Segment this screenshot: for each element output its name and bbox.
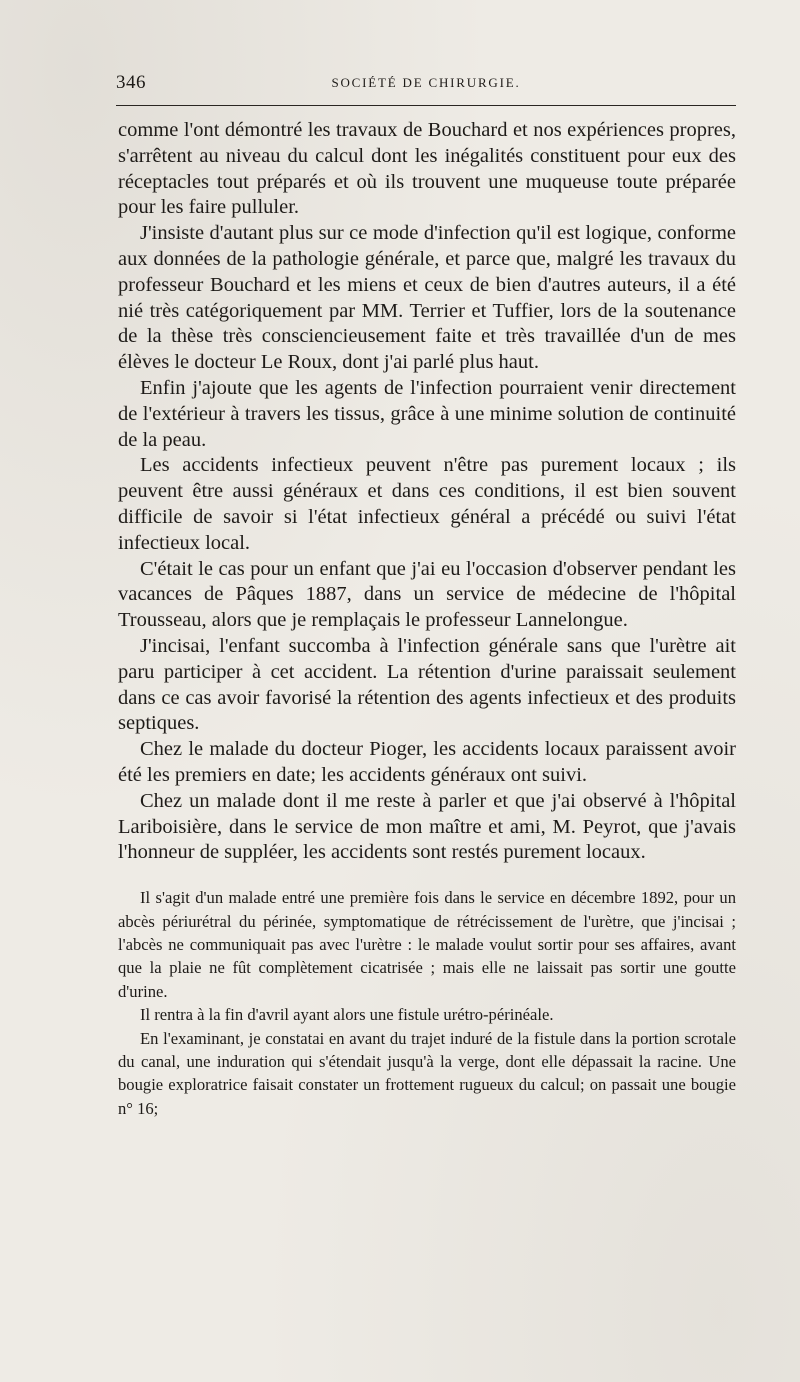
- paragraph: comme l'ont démontré les travaux de Bouchard et nos expériences propres, s'arrêtent au niveau du calcul dont les inégalités constituent pour eux des réceptacles tout préparés et où ils trouvent une muqueuse toute préparée pour les faire pulluler.: [118, 119, 736, 219]
- page-header: [116, 70, 736, 96]
- paragraph: Chez le malade du docteur Pioger, les accidents locaux paraissent avoir été les premiers en date; les accidents généraux ont suivi.: [118, 738, 736, 786]
- observation-paragraph: En l'examinant, je constatai en avant du trajet induré de la fistule dans la portion scrotale du canal, une induration qui s'étendait jusqu'à la verge, dont elle dépassait la racine. Une bougie exploratrice faisait constater un frottement rugueux du calcul; on passait une bougie n° 16;: [118, 1028, 736, 1118]
- paragraph: J'insiste d'autant plus sur ce mode d'infection qu'il est logique, conforme aux données de la pathologie générale, et parce que, malgré les travaux du professeur Bouchard et les miens et ceux de bien d'autres auteurs, il a été nié très catégoriquement par MM. Terrier et Tuffier, lors de la soutenance de la thèse très consciencieusement faite et très travaillée d'un de mes élèves le docteur Le Roux, dont j'ai parlé plus haut.: [118, 222, 736, 374]
- paragraph: Chez un malade dont il me reste à parler et que j'ai observé à l'hôpital Lariboisière, dans le service de mon maître et ami, M. Peyrot, que j'avais l'honneur de suppléer, les accidents sont restés purement locaux.: [118, 789, 736, 864]
- main-text: [118, 118, 736, 1120]
- paragraph: C'était le cas pour un enfant que j'ai eu l'occasion d'observer pendant les vacances de Pâques 1887, dans un service de médecine de l'hôpital Trousseau, alors que je remplaçais le professeur Lannelongue.: [118, 557, 736, 632]
- running-title: SOCIÉTÉ DE CHIRURGIE.: [331, 75, 521, 90]
- observation-paragraph: Il s'agit d'un malade entré une première fois dans le service en décembre 1892, pour un abcès périurétral du périnée, symptomatique de rétrécissement de l'urètre, que j'incisai ; l'abcès ne communiquait pas avec l'urètre : le malade voulut sortir pour ses affaires, avant que la plaie ne fût complètement cicatrisée ; mais elle ne laissait pas sortir une goutte d'urine.: [118, 888, 736, 1001]
- observation-block: [118, 886, 736, 1120]
- page-number: 346: [116, 72, 146, 93]
- paragraph: J'incisai, l'enfant succomba à l'infection générale sans que l'urètre ait paru participer à cet accident. La rétention d'urine paraissait seulement dans ce cas avoir favorisé la rétention des agents infectieux et des produits septiques.: [118, 634, 736, 735]
- paragraph: Les accidents infectieux peuvent n'être pas purement locaux ; ils peuvent être aussi généraux et dans ces conditions, il est bien souvent difficile de savoir si l'état infectieux général a précédé ou suivi l'état infectieux local.: [118, 454, 736, 554]
- header-rule: [116, 105, 736, 106]
- observation-paragraph: Il rentra à la fin d'avril ayant alors une fistule urétro-périnéale.: [140, 1005, 554, 1025]
- paragraph: Enfin j'ajoute que les agents de l'infection pourraient venir directement de l'extérieur à travers les tissus, grâce à une minime solution de continuité de la peau.: [118, 376, 736, 451]
